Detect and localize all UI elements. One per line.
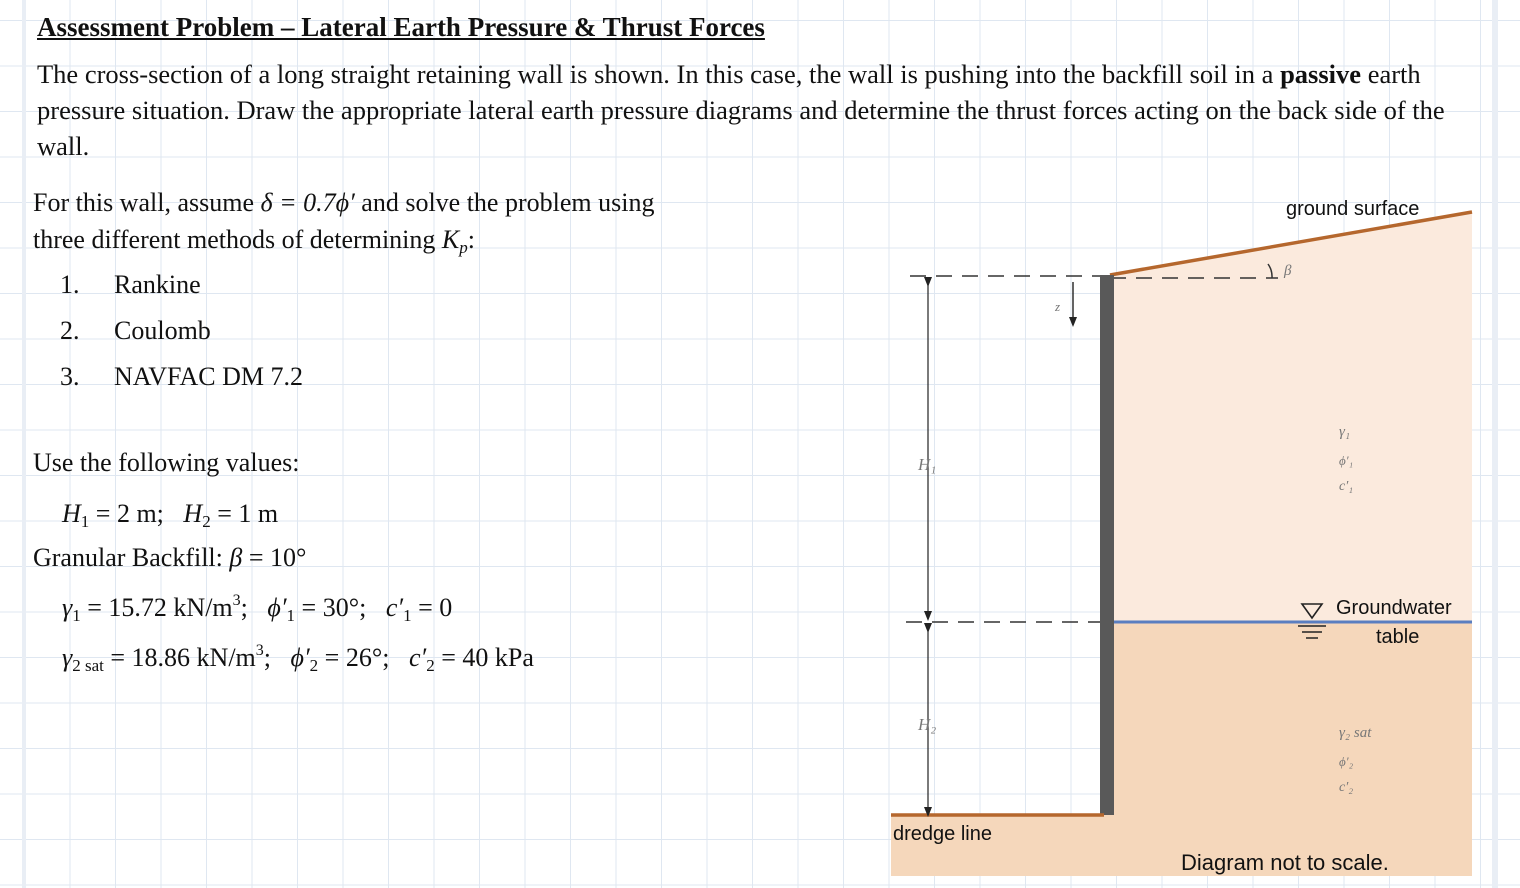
- assumption-line1-a: For this wall, assume: [33, 188, 261, 217]
- method-label: Coulomb: [114, 316, 211, 345]
- intro-bold-passive: passive: [1280, 59, 1362, 89]
- phi2-subscript: 2: [309, 656, 319, 675]
- assumption-line2-end: :: [467, 225, 475, 254]
- c2-symbol: c′: [408, 643, 427, 672]
- h2-value: = 1 m: [210, 499, 279, 528]
- phi1-tag: ϕ′₁: [1339, 453, 1354, 468]
- phi2-tag: ϕ′₂: [1339, 754, 1354, 769]
- kp-subscript: p: [459, 238, 468, 257]
- h2-subscript: 2: [202, 512, 211, 531]
- phi1-subscript: 1: [286, 606, 296, 625]
- assumption-line2: three different methods of determining: [33, 225, 442, 254]
- method-number: 1.: [60, 270, 80, 299]
- c2-subscript: 2: [426, 656, 435, 675]
- gamma2-subscript: 2 sat: [72, 656, 104, 675]
- method-label: Rankine: [114, 270, 201, 299]
- beta-angle-label: β: [1284, 263, 1292, 279]
- intro-part-2: earth pressure situation. Draw the appropriate lateral earth pressure diagrams and determine the thrust forces acting on the back side of the wall.: [37, 59, 1445, 161]
- beta-value: = 10°: [242, 543, 307, 572]
- scale-note: Diagram not to scale.: [1181, 850, 1389, 875]
- z-label: z: [1055, 299, 1061, 314]
- lower-soil-layer: [1110, 622, 1472, 876]
- c1-value: = 0: [411, 593, 453, 622]
- gamma1-value: = 15.72 kN/m: [80, 593, 233, 622]
- backfill-label: Granular Backfill:: [33, 543, 230, 572]
- groundwater-label: Groundwater: [1336, 597, 1452, 619]
- dredge-line-label: dredge line: [893, 823, 992, 845]
- h2-symbol: H: [183, 499, 203, 528]
- assumption-line1-b: and solve the problem using: [354, 188, 655, 217]
- h2-label: H₂: [918, 715, 937, 734]
- groundwater-table-label: table: [1376, 626, 1420, 648]
- h1-label: H₁: [918, 455, 937, 474]
- intro-part-1: The cross-section of a long straight retaining wall is shown. In this case, the wall is pushing into the backfill soil in a: [37, 59, 1274, 89]
- method-number: 2.: [60, 316, 80, 345]
- gamma2-symbol: γ: [62, 643, 73, 672]
- kp-symbol: K: [441, 225, 460, 254]
- phi2-value: = 26°;: [318, 643, 390, 672]
- gamma1-symbol: γ: [62, 593, 73, 622]
- problem-title: Assessment Problem – Lateral Earth Pressure & Thrust Forces: [37, 12, 765, 42]
- gamma2-exponent: 3: [255, 642, 264, 659]
- ground-surface-label: ground surface: [1286, 198, 1420, 220]
- phi1-value: = 30°;: [295, 593, 367, 622]
- h1-value: = 2 m;: [89, 499, 164, 528]
- gamma2-tag: γ₂ sat: [1339, 725, 1372, 741]
- phi2-symbol: ϕ′: [290, 643, 310, 672]
- gamma1-tag: γ₁: [1339, 424, 1351, 440]
- values-heading: Use the following values:: [33, 448, 300, 477]
- gamma1-exponent: 3: [232, 592, 241, 609]
- gamma1-end: ;: [240, 593, 248, 622]
- gamma1-subscript: 1: [72, 606, 81, 625]
- phi1-symbol: ϕ′: [267, 593, 287, 622]
- c2-tag: c′₂: [1339, 780, 1354, 795]
- h1-subscript: 1: [80, 512, 90, 531]
- method-number: 3.: [60, 362, 80, 391]
- gamma2-end: ;: [263, 643, 272, 672]
- c1-tag: c′₁: [1339, 479, 1354, 494]
- gamma2-value: = 18.86 kN/m: [103, 643, 256, 672]
- h1-symbol: H: [62, 499, 81, 528]
- c2-value: = 40 kPa: [434, 643, 534, 672]
- c1-symbol: c′: [385, 593, 404, 622]
- delta-expression: δ = 0.7ϕ′: [260, 188, 355, 217]
- beta-symbol: β: [229, 543, 243, 572]
- retaining-wall: [1100, 275, 1114, 815]
- c1-subscript: 1: [403, 606, 412, 625]
- method-label: NAVFAC DM 7.2: [114, 362, 304, 391]
